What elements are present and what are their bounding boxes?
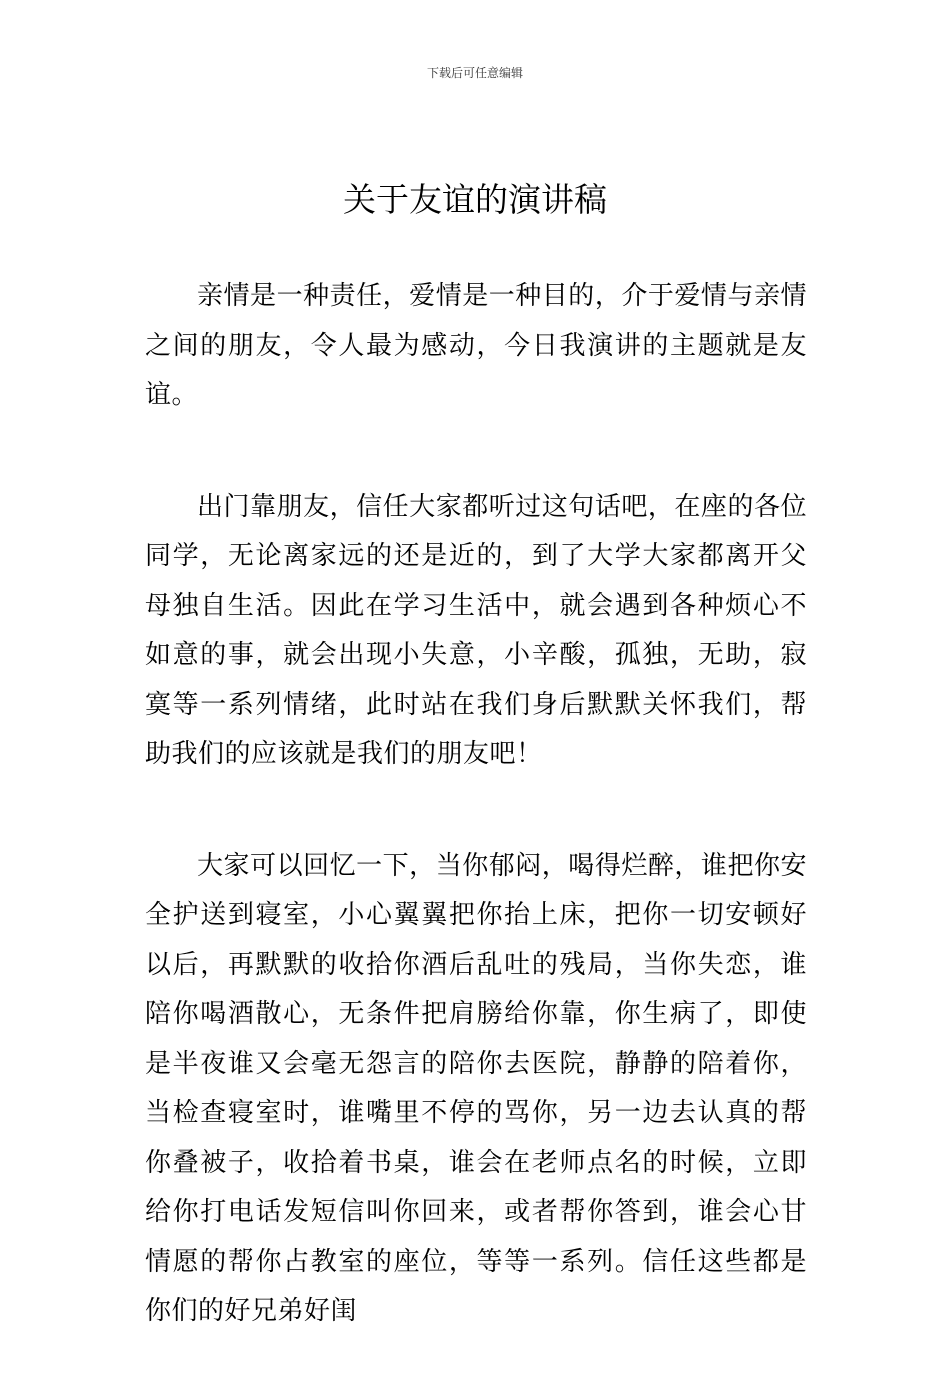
paragraph-3: 大家可以回忆一下，当你郁闷，喝得烂醉，谁把你安全护送到寝室，小心翼翼把你抬上床，把你一切安顿好以后，再默默的收拾你酒后乱吐的残局，当你失恋，谁陪你喝酒散心，无条件把肩膀给你靠，你生病了，即使是半夜谁又会毫无怨言的陪你去医院，静静的陪着你，当检查寝室时，谁嘴里不停的骂你，另一边去认真的帮你叠被子，收拾着书桌，谁会在老师点名的时候，立即给你打电话发短信叫你回来，或者帮你答到，谁会心甘情愿的帮你占教室的座位，等等一系列。信任这些都是你们的好兄弟好闺: [145, 850, 807, 1326]
paragraph-2: 出门靠朋友，信任大家都听过这句话吧，在座的各位同学，无论离家远的还是近的，到了大学大家都离开父母独自生活。因此在学习生活中，就会遇到各种烦心不如意的事，就会出现小失意，小辛酸，孤独，无助，寂寞等一系列情绪，此时站在我们身后默默关怀我们，帮助我们的应该就是我们的朋友吧！: [145, 491, 807, 769]
paragraph-1: 亲情是一种责任，爱情是一种目的，介于爱情与亲情之间的朋友，令人最为感动，今日我演讲的主题就是友谊。: [145, 281, 807, 410]
document-title: 关于友谊的演讲稿: [343, 180, 607, 219]
document-body: [145, 272, 807, 1399]
header-note: 下载后可任意编辑: [426, 66, 523, 80]
